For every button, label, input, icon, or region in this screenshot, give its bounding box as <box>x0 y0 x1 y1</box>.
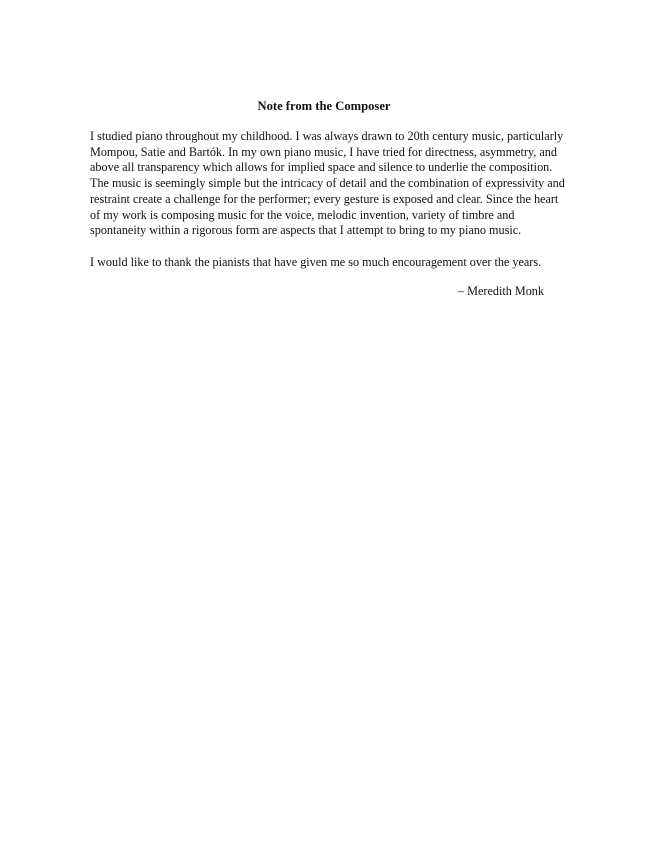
paragraph-line: The music is seemingly simple but the intricacy of detail and the combination of expressivity and <box>90 176 565 191</box>
paragraph-line: of my work is composing music for the voice, melodic invention, variety of timbre and <box>90 207 515 222</box>
document-body <box>90 129 570 270</box>
paragraph-2 <box>90 255 570 271</box>
paragraph-line: I would like to thank the pianists that have given me so much encouragement over the years. <box>90 254 542 269</box>
paragraph-line: restraint create a challenge for the performer; every gesture is exposed and clear. Since the heart <box>90 191 559 206</box>
paragraph-line: above all transparency which allows for implied space and silence to underlie the composition. <box>90 160 553 175</box>
paragraph-spacer <box>90 239 570 255</box>
paragraph-line: Mompou, Satie and Bartók. In my own piano music, I have tried for directness, asymmetry, and <box>90 144 557 159</box>
paragraph-1 <box>90 129 570 239</box>
paragraph-line: I studied piano throughout my childhood. I was always drawn to 20th century music, particularly <box>90 129 564 143</box>
signature: – Meredith Monk <box>458 284 544 298</box>
document-title: Note from the Composer <box>257 99 391 113</box>
paragraph-line: spontaneity within a rigorous form are aspects that I attempt to bring to my piano music. <box>90 223 522 238</box>
